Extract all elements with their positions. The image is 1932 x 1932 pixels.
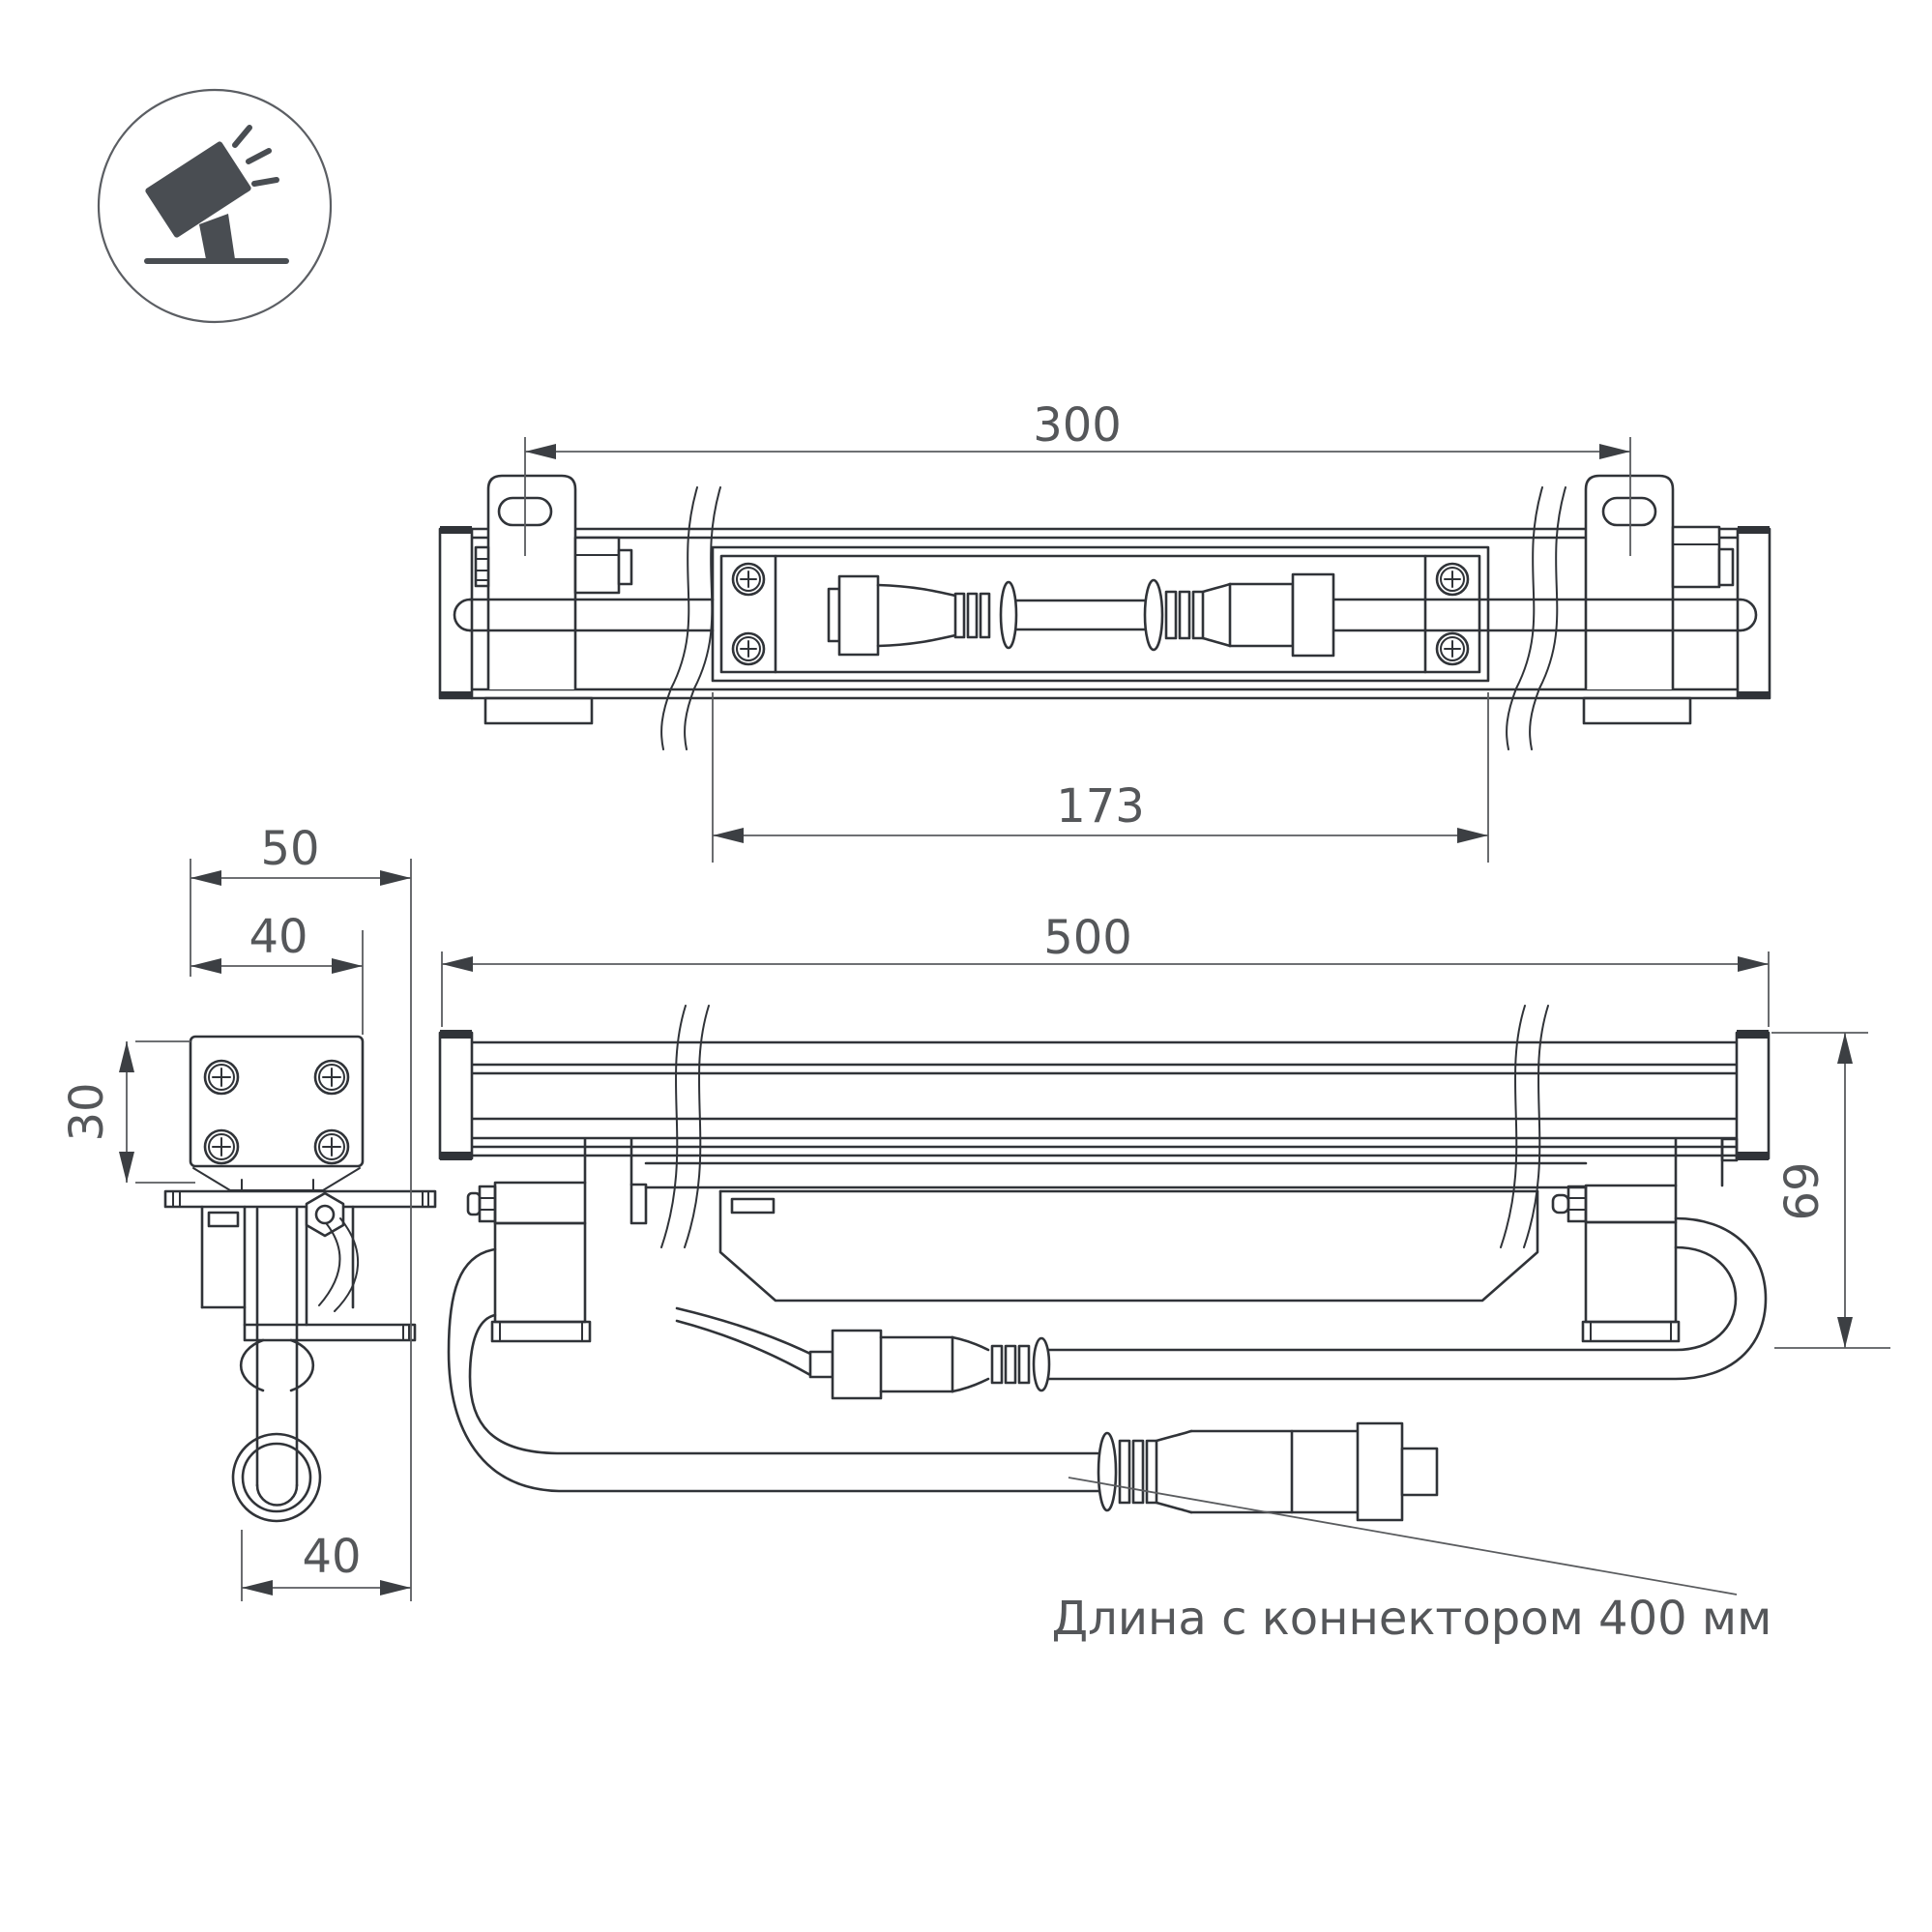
side-view [60, 822, 435, 1601]
dim-label-40-bottom: 40 [302, 1530, 362, 1584]
clamp-bolt-tip [1553, 1195, 1568, 1213]
dim-label-30: 30 [60, 1082, 114, 1142]
front-view-lower-body [646, 1163, 1586, 1301]
front-view [440, 911, 1890, 1646]
front-view-endcap-right [1737, 1030, 1769, 1160]
side-view-screws [205, 1061, 348, 1163]
top-view-endcap-right [1738, 526, 1770, 699]
dim-label-40-top: 40 [249, 910, 308, 964]
front-view-endcap-left [440, 1030, 472, 1160]
dim-40-top [190, 910, 363, 1035]
dim-label-50: 50 [260, 822, 320, 876]
connector-male-front-view [810, 1331, 1049, 1398]
dim-500 [442, 911, 1769, 1027]
dim-173 [713, 692, 1488, 863]
dim-30 [60, 1041, 195, 1183]
tilted-floodlight-icon [99, 90, 331, 322]
front-view-bracket-left [468, 1139, 646, 1341]
cable-gland-inner [243, 1444, 310, 1511]
dim-label-300: 300 [1033, 398, 1122, 453]
side-view-pivot-nut [307, 1193, 343, 1236]
front-view-bracket-right [1553, 1139, 1737, 1341]
dim-40-bottom [242, 1530, 411, 1601]
dim-69 [1771, 1033, 1890, 1348]
clamp-bolt-tip [468, 1193, 480, 1215]
dim-label-500: 500 [1043, 911, 1132, 965]
cable-gland-outer [233, 1434, 320, 1521]
top-view [440, 398, 1770, 863]
side-view-mount-plate [165, 1191, 435, 1207]
clamp-bolt-head [480, 1186, 495, 1221]
dim-label-173: 173 [1056, 779, 1145, 834]
top-view-endcap-left [440, 526, 472, 699]
cable-length-note: Длина с коннектором 400 мм [1051, 1592, 1772, 1646]
dim-300 [525, 398, 1630, 556]
dim-label-69: 69 [1775, 1161, 1830, 1221]
side-view-clip [193, 1168, 360, 1190]
clamp-bolt-head [1568, 1186, 1586, 1221]
front-view-bar [472, 1042, 1737, 1156]
connector-female-front-view [1098, 1423, 1437, 1520]
